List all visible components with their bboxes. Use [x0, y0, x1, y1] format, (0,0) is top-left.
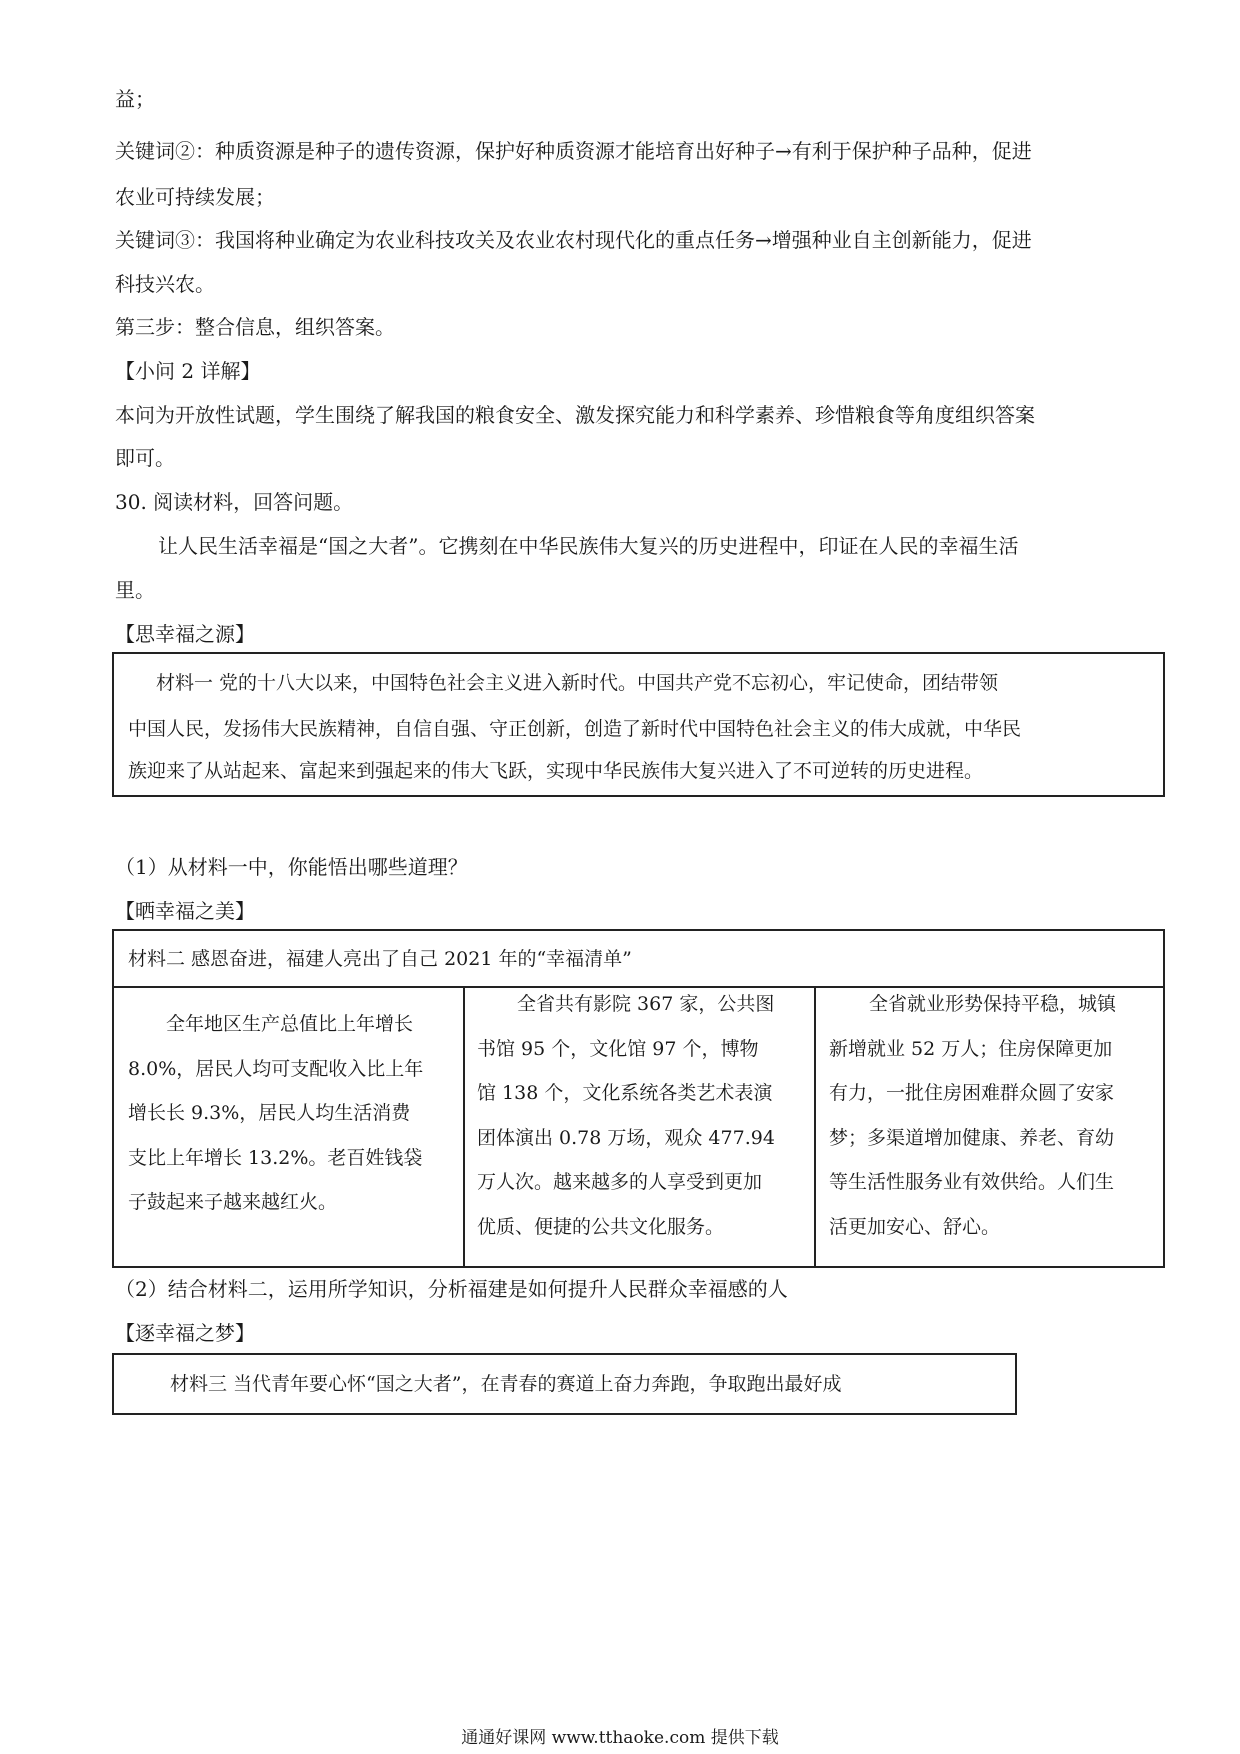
section-heading: 【晒幸福之美】: [115, 899, 255, 923]
material2-header: [112, 929, 1165, 988]
cell-line: 梦；多渠道增加健康、养老、育幼: [829, 1126, 1115, 1149]
cell-line: 有力，一批住房困难群众圆了安家: [829, 1082, 1115, 1104]
material1-line: 族迎来了从站起来、富起来到强起来的伟大飞跃，实现中华民族伟大复兴进入了不可逆转的历史进程。: [128, 760, 984, 782]
material2-table: [112, 986, 1165, 1268]
section-heading: 【逐幸福之梦】: [115, 1321, 255, 1345]
text-line: 本问为开放性试题，学生围绕了解我国的粮食安全、激发探究能力和科学素养、珍惜粮食等角度组织答案: [115, 403, 1035, 427]
material1-line: 材料一 党的十八大以来，中国特色社会主义进入新时代。中国共产党不忘初心，牢记使命，团结带领: [156, 672, 999, 694]
cell-line: 全省共有影院 367 家，公共图: [517, 993, 775, 1015]
column-divider: [814, 988, 816, 1266]
cell-line: 团体演出 0.78 万场，观众 477.94: [477, 1126, 775, 1149]
cell-line: 增长长 9.3%，居民人均生活消费: [128, 1102, 411, 1124]
text-line: 关键词②：种质资源是种子的遗传资源，保护好种质资源才能培育出好种子→有利于保护种子品种，促进: [115, 139, 1032, 163]
section-heading: 【思幸福之源】: [115, 622, 255, 646]
text-line: 科技兴农。: [115, 272, 215, 296]
question-2: （2）结合材料二，运用所学知识，分析福建是如何提升人民群众幸福感的人: [115, 1277, 788, 1301]
material2-header-text: 材料二 感恩奋进，福建人亮出了自己 2021 年的“幸福清单”: [128, 948, 632, 970]
passage-line: 让人民生活幸福是“国之大者”。它携刻在中华民族伟大复兴的历史进程中，印证在人民的幸福生活: [158, 534, 1019, 558]
cell-line: 新增就业 52 万人；住房保障更加: [829, 1037, 1113, 1060]
text-line: 益；: [115, 87, 155, 111]
text-line: 即可。: [115, 446, 175, 470]
text-line: 第三步：整合信息，组织答案。: [115, 315, 395, 339]
text-line: 农业可持续发展；: [115, 185, 275, 209]
cell-line: 活更加安心、舒心。: [829, 1215, 1001, 1238]
question-1: （1）从材料一中，你能悟出哪些道理？: [115, 855, 468, 879]
material1-line: 中国人民，发扬伟大民族精神，自信自强、守正创新，创造了新时代中国特色社会主义的伟大成就，中华民: [128, 718, 1022, 740]
material1-box: [112, 652, 1165, 797]
question-title: 30. 阅读材料，回答问题。: [115, 490, 354, 514]
text-line: 关键词③：我国将种业确定为农业科技攻关及农业农村现代化的重点任务→增强种业自主创新能力，促进: [115, 228, 1032, 252]
material3-line: 材料三 当代青年要心怀“国之大者”，在青春的赛道上奋力奔跑，争取跑出最好成: [170, 1373, 842, 1395]
table-cell-gdp: [128, 1002, 458, 1225]
cell-line: 子鼓起来子越来越红火。: [128, 1191, 338, 1213]
material3-box: [112, 1353, 1017, 1415]
passage-line: 里。: [115, 578, 155, 602]
cell-line: 支比上年增长 13.2%。老百姓钱袋: [128, 1146, 423, 1169]
page-footer: 通通好课网 www.tthaoke.com 提供下载: [461, 1728, 779, 1748]
cell-line: 万人次。越来越多的人享受到更加: [477, 1171, 763, 1193]
section-heading: 【小问 2 详解】: [115, 359, 261, 383]
table-cell-employment: [829, 982, 1164, 1249]
cell-line: 8.0%，居民人均可支配收入比上年: [128, 1057, 424, 1080]
table-cell-culture: [477, 982, 812, 1249]
cell-line: 优质、便捷的公共文化服务。: [477, 1215, 725, 1238]
column-divider: [463, 988, 465, 1266]
cell-line: 等生活性服务业有效供给。人们生: [829, 1171, 1115, 1193]
cell-line: 全年地区生产总值比上年增长: [166, 1013, 414, 1035]
cell-line: 馆 138 个，文化系统各类艺术表演: [477, 1082, 773, 1104]
cell-line: 书馆 95 个，文化馆 97 个，博物: [477, 1037, 759, 1060]
cell-line: 全省就业形势保持平稳，城镇: [869, 993, 1117, 1015]
